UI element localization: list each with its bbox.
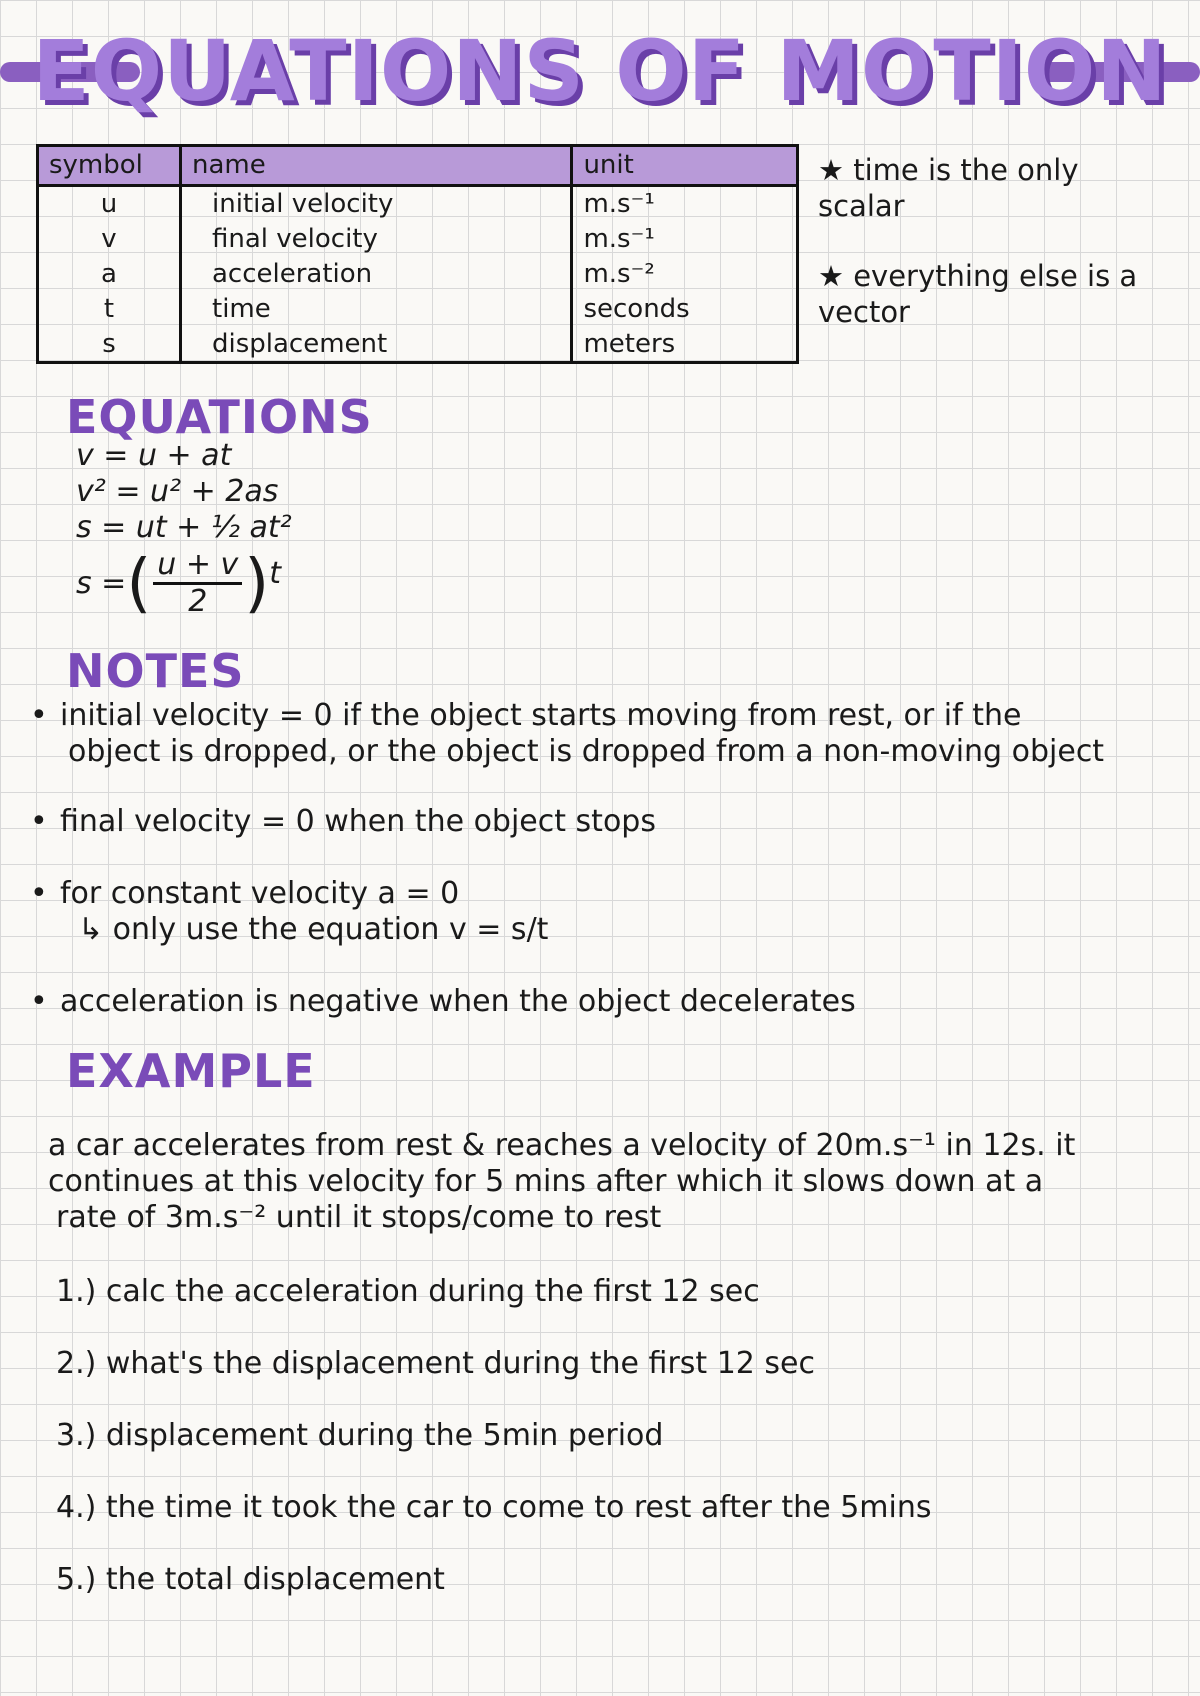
table-row: [38, 185, 798, 221]
equation-3: s = ut + ½ at²: [76, 510, 292, 545]
note-initial-velocity: • initial velocity = 0 if the object starts moving from rest, or if the object is dropped, or the object is dropped from a non-moving object: [30, 698, 1105, 769]
notes-heading: NOTES: [66, 644, 245, 698]
bullet-icon: •: [30, 804, 48, 839]
note-acceleration-negative: • acceleration is negative when the object decelerates: [30, 984, 856, 1019]
symbol-table: [36, 144, 799, 364]
equations-heading: EQUATIONS: [66, 390, 373, 444]
cell-symbol: u: [38, 185, 181, 221]
table-row: [38, 257, 798, 292]
header-unit: unit: [572, 146, 798, 186]
question-5: 5.) the total displacement: [56, 1562, 445, 1597]
equation-1: v = u + at: [76, 438, 232, 473]
cell-symbol: t: [38, 291, 181, 326]
table-row: [38, 326, 798, 362]
note-constant-velocity: • for constant velocity a = 0 ↳ only use the equation v = s/t: [30, 876, 549, 947]
question-3: 3.) displacement during the 5min period: [56, 1418, 664, 1453]
example-line-3: rate of 3m.s⁻² until it stops/come to rest: [56, 1200, 662, 1235]
open-paren: (: [126, 546, 152, 621]
cell-unit: meters: [572, 326, 798, 362]
sidenote-vector: ★ everything else is a vector: [818, 259, 1138, 329]
close-paren: ): [244, 546, 270, 621]
note-final-velocity: • final velocity = 0 when the object stops: [30, 804, 656, 839]
cell-name: time: [181, 291, 572, 326]
question-1: 1.) calc the acceleration during the first 12 sec: [56, 1274, 760, 1309]
cell-unit: m.s⁻¹: [572, 185, 798, 221]
page-title: EQUATIONS OF MOTION: [32, 22, 1168, 120]
cell-symbol: v: [38, 222, 181, 257]
equation-4-left: s =: [76, 566, 127, 601]
equation-4-fraction: [153, 548, 242, 619]
cell-unit: m.s⁻¹: [572, 222, 798, 257]
cell-name: acceleration: [181, 257, 572, 292]
table-row: [38, 291, 798, 326]
bullet-icon: •: [30, 984, 48, 1019]
equation-4-right: t: [269, 556, 281, 591]
cell-name: displacement: [181, 326, 572, 362]
question-2: 2.) what's the displacement during the first 12 sec: [56, 1346, 815, 1381]
table-row: [38, 222, 798, 257]
cell-name: initial velocity: [181, 185, 572, 221]
example-line-2: continues at this velocity for 5 mins after which it slows down at a: [48, 1164, 1044, 1199]
equation-4-numerator: u + v: [153, 548, 242, 585]
cell-unit: m.s⁻²: [572, 257, 798, 292]
cell-symbol: s: [38, 326, 181, 362]
cell-symbol: a: [38, 257, 181, 292]
cell-unit: seconds: [572, 291, 798, 326]
example-line-1: a car accelerates from rest & reaches a velocity of 20m.s⁻¹ in 12s. it: [48, 1128, 1076, 1163]
table-header-row: [38, 146, 798, 186]
equation-4: [76, 548, 281, 619]
bullet-icon: •: [30, 876, 48, 911]
cell-name: final velocity: [181, 222, 572, 257]
sidenote-scalar: ★ time is the only scalar: [818, 153, 1079, 223]
equation-4-denominator: 2: [188, 584, 208, 619]
bullet-icon: •: [30, 698, 48, 733]
header-symbol: symbol: [38, 146, 181, 186]
header-name: name: [181, 146, 572, 186]
example-heading: EXAMPLE: [66, 1044, 316, 1098]
equation-2: v² = u² + 2as: [76, 474, 279, 509]
question-4: 4.) the time it took the car to come to rest after the 5mins: [56, 1490, 932, 1525]
